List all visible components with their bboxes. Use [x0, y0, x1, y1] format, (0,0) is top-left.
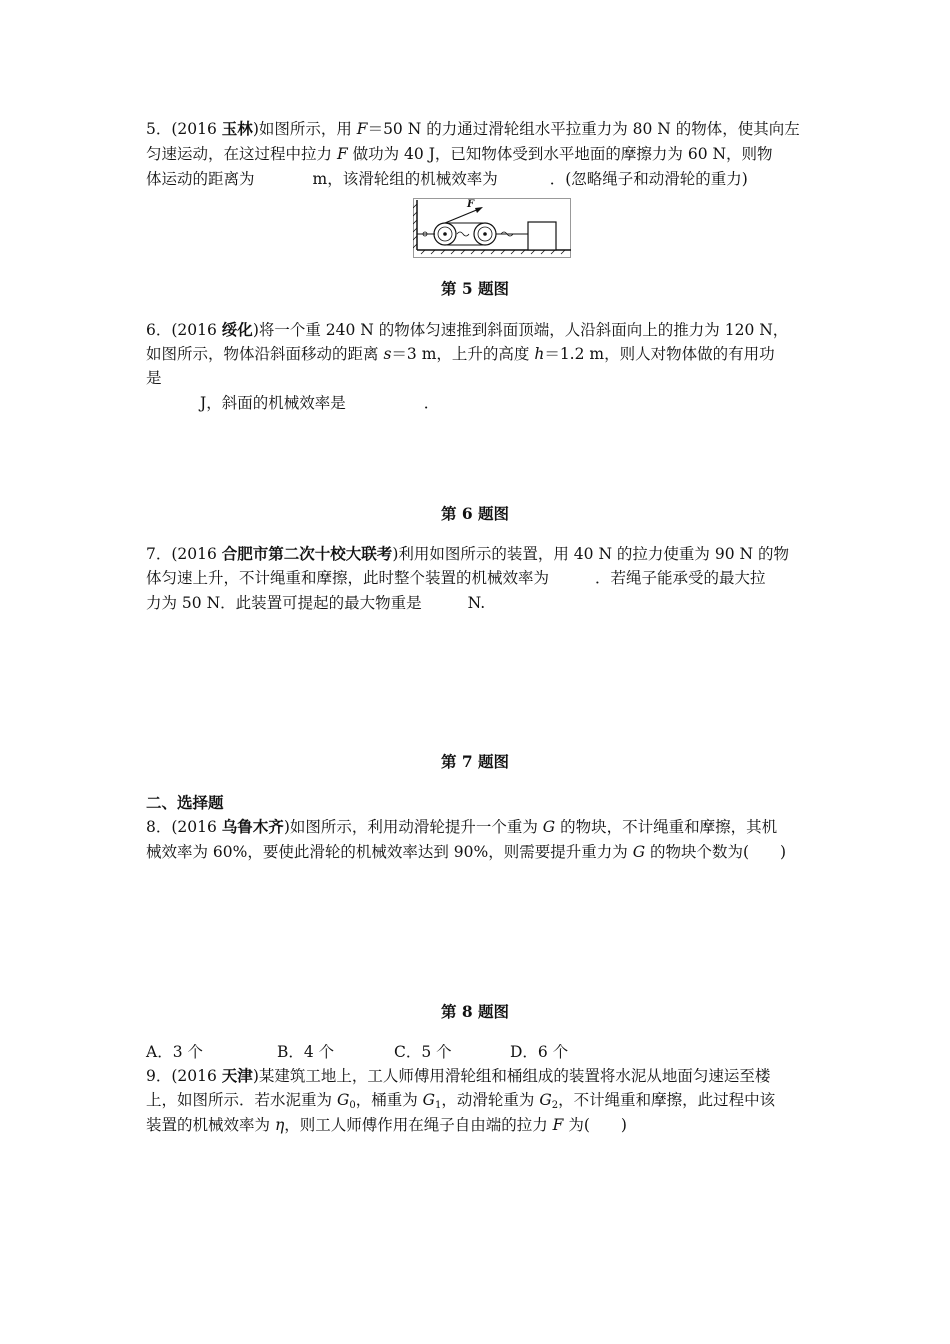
- section-heading: 二、选择题: [146, 793, 224, 812]
- q8-caption: 第 8 题图: [440, 1002, 510, 1021]
- q6-line-1: 6．(2016 绥化)将一个重 240 N 的物体匀速推到斜面顶端，人沿斜面向上的推力为 120 N，: [146, 320, 789, 339]
- q6-source: 绥化: [221, 320, 253, 339]
- q5-caption: 第 5 题图: [440, 279, 510, 298]
- q7-caption: 第 7 题图: [440, 752, 510, 771]
- q6-number: 6．(2016: [146, 321, 222, 339]
- q7-number: 7．(2016: [146, 545, 222, 563]
- q6-line-4: J，斜面的机械效率是 ．: [200, 394, 440, 412]
- q8-source: 乌鲁木齐: [221, 817, 284, 836]
- q6-line-3: 是: [146, 369, 162, 387]
- q8-option-b: B．4 个: [277, 1043, 335, 1061]
- q7-line-2: 体匀速上升，不计绳重和摩擦，此时整个装置的机械效率为 ．若绳子能承受的最大拉: [146, 569, 766, 587]
- q6-line-2: 如图所示，物体沿斜面移动的距离 s＝3 m，上升的高度 h＝1.2 m，则人对物体做的有用功: [146, 345, 775, 363]
- q5-number: 5．(2016: [146, 120, 222, 138]
- q7-source: 合肥市第二次十校大联考: [221, 544, 393, 563]
- q5-pulley-figure: [413, 198, 571, 258]
- q7-line-1: 7．(2016 合肥市第二次十校大联考)利用如图所示的装置，用 40 N 的拉力使重为 90 N 的物: [146, 544, 789, 563]
- q8-option-c: C．5 个: [394, 1043, 452, 1061]
- q7-line-3: 力为 50 N．此装置可提起的最大物重是 N.: [146, 594, 486, 612]
- q5-line-2: 匀速运动，在这过程中拉力 F 做功为 40 J，已知物体受到水平地面的摩擦力为 60 N，则物: [146, 145, 773, 163]
- q5-line-3: 体运动的距离为 m，该滑轮组的机械效率为 ．(忽略绳子和动滑轮的重力): [146, 170, 748, 188]
- q5-line-1: 5．(2016 玉林)如图所示，用 F＝50 N 的力通过滑轮组水平拉重力为 80 N 的物体，使其向左: [146, 119, 800, 138]
- q9-line-3: 装置的机械效率为 η，则工人师傅作用在绳子自由端的拉力 F 为( ): [146, 1116, 627, 1134]
- q8-option-d: D．6 个: [510, 1043, 569, 1061]
- q9-source: 天津: [221, 1066, 253, 1085]
- q8-option-a: A．3 个: [146, 1043, 203, 1061]
- q5-source: 玉林: [221, 119, 253, 138]
- q6-caption: 第 6 题图: [440, 504, 510, 523]
- q8-line-1: 8．(2016 乌鲁木齐)如图所示，利用动滑轮提升一个重为 G 的物块，不计绳重和摩擦，其机: [146, 817, 778, 836]
- q8-line-2: 械效率为 60%，要使此滑轮的机械效率达到 90%，则需要提升重力为 G 的物块个数为( ): [146, 843, 787, 861]
- q9-line-1: 9．(2016 天津)某建筑工地上，工人师傅用滑轮组和桶组成的装置将水泥从地面匀速运至楼: [146, 1066, 771, 1085]
- q9-number: 9．(2016: [146, 1067, 222, 1085]
- q8-number: 8．(2016: [146, 818, 222, 836]
- force-label: F: [467, 199, 475, 210]
- q9-line-2: 上，如图所示．若水泥重为 $G_0$，桶重为 $G_1$，动滑轮重为 $G_2$，不计绳重和摩擦，此过程中该: [146, 1091, 776, 1111]
